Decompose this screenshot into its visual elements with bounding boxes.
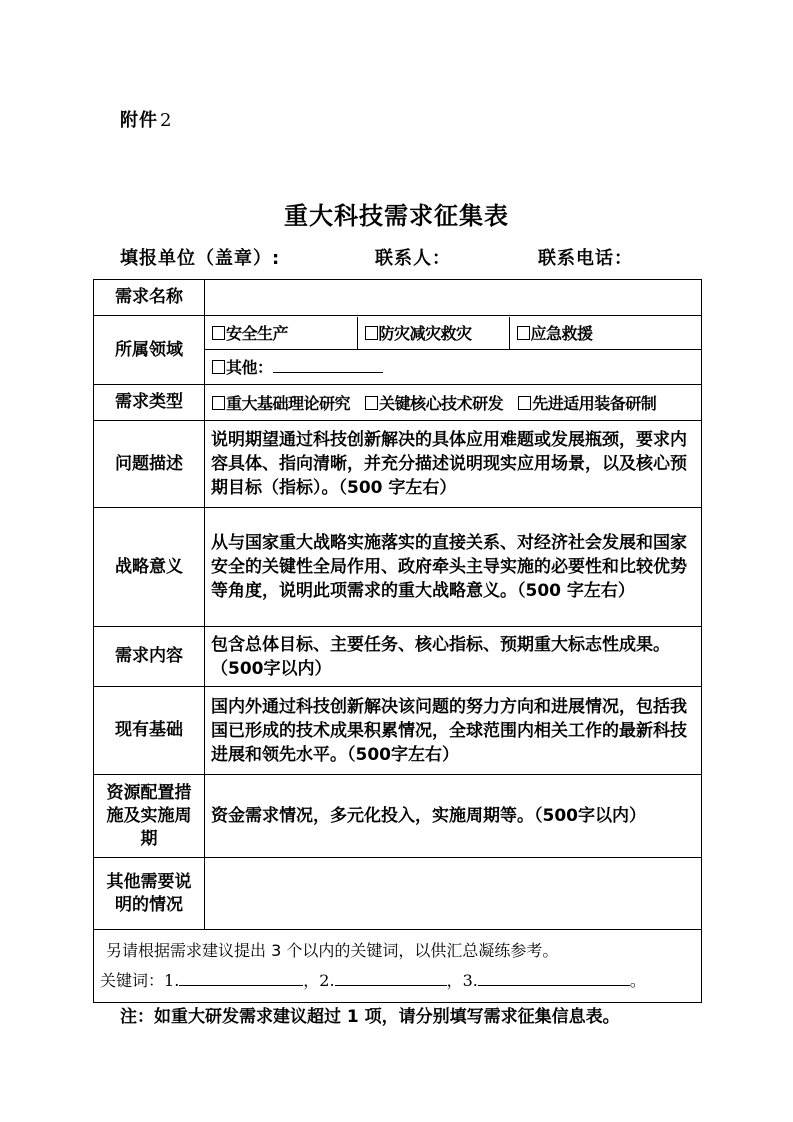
type-option-label: 重大基础理论研究 [226,394,351,413]
attachment-number: 2 [160,110,173,131]
checkbox-icon[interactable] [365,396,378,410]
field-other-blank[interactable] [273,372,383,373]
field-options-cell [205,316,702,385]
checkbox-icon[interactable] [365,326,378,340]
keyword-3-blank[interactable] [478,985,630,986]
demand-name-field[interactable] [205,280,702,316]
content-description[interactable]: 包含总体目标、主要任务、核心指标、预期重大标志性成果。（500字以内） [205,627,702,687]
label-basis: 现有基础 [94,687,205,775]
row-resource [94,775,702,858]
row-problem [94,421,702,508]
row-type [94,385,702,421]
field-option-label: 防灾减灾救灾 [378,324,472,344]
label-type: 需求类型 [94,385,205,421]
field-option-rescue[interactable] [509,317,701,350]
label-field: 所属领域 [94,316,205,385]
keyword-1-number: 1. [164,971,180,990]
field-option-disaster[interactable] [357,317,509,350]
resource-description[interactable]: 资金需求情况，多元化投入，实施周期等。（500字以内） [205,775,702,858]
label-other: 其他需要说明的情况 [94,858,205,930]
keywords-label: 关键词： [100,971,165,990]
type-option-label: 先进适用装备研制 [532,394,657,413]
label-resource: 资源配置措施及实施周期 [94,775,205,858]
basis-description[interactable]: 国内外通过科技创新解决该问题的努力方向和进展情况，包括我国已形成的技术成果积累情况，全球范围内相关工作的最新科技进展和领先水平。（500字左右） [205,687,702,775]
row-keywords [94,930,702,1003]
checkbox-icon[interactable] [212,360,225,374]
label-problem: 问题描述 [94,421,205,508]
row-demand-name [94,280,702,316]
field-option-label: 安全生产 [226,324,289,344]
keyword-2-number: ，2. [303,971,335,990]
phone-label: 联系电话： [538,248,633,269]
problem-description[interactable]: 说明期望通过科技创新解决的具体应用难题或发展瓶颈，要求内容具体、指向清晰，并充分描述说明现实应用场景，以及核心预期目标（指标）。（500 字左右） [205,421,702,508]
demand-form-table [93,279,702,1003]
row-field [94,316,702,385]
form-title: 重大科技需求征集表 [284,202,509,230]
keywords-instruction: 另请根据需求建议提出 3 个以内的关键词，以供汇总凝练参考。 [106,941,559,960]
other-field[interactable] [205,858,702,930]
keyword-2-blank[interactable] [335,985,447,986]
keyword-3-number: ，3. [446,971,478,990]
field-option-other[interactable] [205,350,701,384]
attachment-text: 附件 [120,110,158,131]
type-option-label: 关键核心技术研发 [379,394,504,413]
field-option-other-label: 其他： [226,358,273,378]
row-other [94,858,702,930]
footer-note: 注：如重大研发需求建议超过 1 项，请分别填写需求征集信息表。 [120,1007,620,1027]
unit-label: 填报单位（盖章）: [120,248,281,269]
label-content: 需求内容 [94,627,205,687]
label-demand-name: 需求名称 [94,280,205,316]
type-options-cell [205,385,702,421]
row-strategy [94,508,702,627]
type-option-equipment[interactable] [518,394,656,413]
checkbox-icon[interactable] [212,396,225,410]
keyword-1-blank[interactable] [179,985,303,986]
checkbox-icon[interactable] [518,396,531,410]
strategy-description[interactable]: 从与国家重大战略实施落实的直接关系、对经济社会发展和国家安全的关键性全局作用、政府牵头主导实施的必要性和比较优势等角度，说明此项需求的重大战略意义。（500 字左右） [205,508,702,627]
label-strategy: 战略意义 [94,508,205,627]
field-option-label: 应急救援 [530,324,593,344]
checkbox-icon[interactable] [517,326,530,340]
row-basis [94,687,702,775]
field-options-grid [205,317,701,384]
contact-label: 联系人： [375,248,451,269]
keywords-line [100,966,697,996]
row-content [94,627,702,687]
type-option-basic[interactable] [212,394,350,413]
checkbox-icon[interactable] [212,326,225,340]
keywords-end: 。 [629,971,646,990]
field-option-safety[interactable] [205,317,357,350]
type-option-core[interactable] [365,394,503,413]
attachment-label [120,106,172,132]
keywords-cell [94,930,702,1003]
